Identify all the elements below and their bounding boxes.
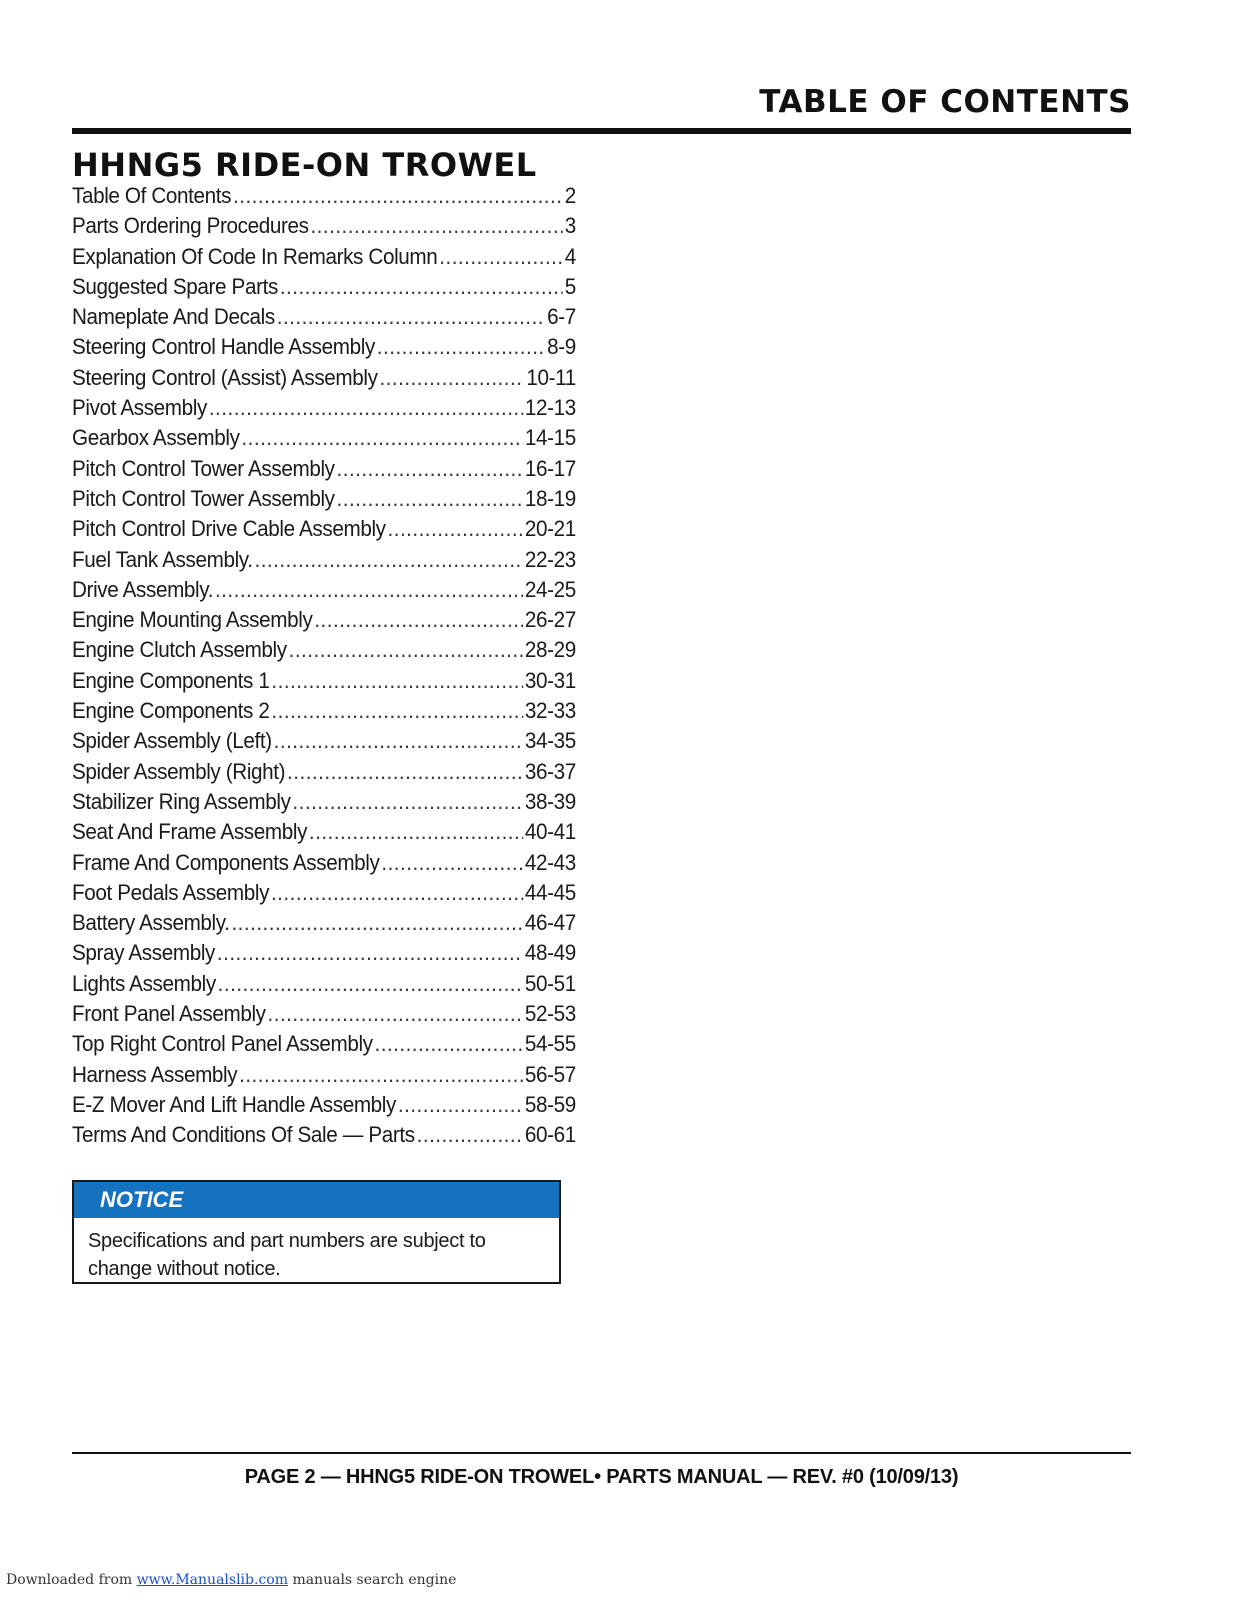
toc-entry-page: 30-31 [524,667,576,693]
toc-leader-dots [310,213,562,239]
toc-entry-page: 48-49 [524,940,576,966]
toc-leader-dots [271,668,523,694]
page-footer: PAGE 2 — HHNG5 RIDE-ON TROWEL• PARTS MANUAL — REV. #0 (10/09/13) [244,1466,959,1488]
toc-entry[interactable] [72,425,576,455]
toc-entry-label: Harness Assembly [72,1061,238,1087]
toc-leader-dots [268,1001,523,1027]
download-source-note [6,1572,456,1588]
toc-entry-page: 24-25 [524,576,576,602]
toc-entry-page: 26-27 [524,607,576,633]
toc-entry-label: Pitch Control Drive Cable Assembly [72,516,386,542]
toc-entry-page: 32-33 [524,698,576,724]
toc-entry[interactable] [72,1092,576,1122]
toc-leader-dots [217,940,523,966]
toc-entry[interactable] [72,456,576,486]
toc-entry-page: 46-47 [524,910,576,936]
toc-entry-page: 10-11 [526,364,576,390]
toc-entry-label: Engine Components 1 [72,667,270,693]
toc-leader-dots [377,334,545,360]
toc-entry-page: 12-13 [524,395,576,421]
toc-entry[interactable] [72,365,576,395]
toc-entry[interactable] [72,244,576,274]
toc-entry-label: Frame And Components Assembly [72,849,380,875]
toc-entry-page: 58-59 [524,1091,576,1117]
toc-entry-label: Pivot Assembly [72,395,207,421]
toc-entry[interactable] [72,577,576,607]
toc-leader-dots [417,1122,523,1148]
download-prefix: Downloaded from [6,1572,133,1588]
manualslib-link[interactable]: www.Manualslib.com [136,1572,288,1588]
toc-leader-dots [381,850,523,876]
toc-leader-dots [233,183,563,209]
toc-leader-dots [292,789,523,815]
toc-leader-dots [231,910,522,936]
toc-leader-dots [274,728,523,754]
toc-entry-label: Gearbox Assembly [72,425,240,451]
toc-entry[interactable] [72,547,576,577]
toc-leader-dots [375,1031,523,1057]
toc-entry-label: Nameplate And Decals [72,304,275,330]
toc-leader-dots [337,456,523,482]
toc-leader-dots [314,607,523,633]
toc-leader-dots [239,1062,523,1088]
toc-leader-dots [209,395,523,421]
toc-entry[interactable] [72,183,576,213]
toc-entry-label: Stabilizer Ring Assembly [72,788,291,814]
toc-entry-page: 18-19 [524,485,576,511]
toc-entry-label: E-Z Mover And Lift Handle Assembly [72,1091,396,1117]
toc-leader-dots [254,547,522,573]
toc-entry-page: 56-57 [524,1061,576,1087]
toc-entry[interactable] [72,274,576,304]
toc-entry-label: Spray Assembly [72,940,216,966]
toc-entry[interactable] [72,1031,576,1061]
toc-entry-page: 36-37 [524,758,576,784]
toc-entry-label: Steering Control Handle Assembly [72,334,375,360]
toc-entry-page: 2 [564,183,576,208]
toc-leader-dots [289,637,523,663]
toc-entry-label: Pitch Control Tower Assembly [72,485,335,511]
toc-entry-page: 60-61 [524,1122,576,1148]
toc-entry-label: Spider Assembly (Right) [72,758,286,784]
toc-entry-label: Top Right Control Panel Assembly [72,1031,373,1057]
toc-leader-dots [271,698,523,724]
toc-entry-label: Terms And Conditions Of Sale — Parts [72,1122,415,1148]
notice-body: Specifications and part numbers are subject to change without notice. [88,1230,486,1280]
toc-leader-dots [218,971,523,997]
toc-entry-page: 28-29 [524,637,576,663]
toc-entry[interactable] [72,668,576,698]
toc-entry-label: Front Panel Assembly [72,1001,266,1027]
toc-entry[interactable] [72,789,576,819]
toc-entry[interactable] [72,1122,576,1152]
toc-entry-label: Engine Mounting Assembly [72,607,313,633]
toc-entry-page: 3 [564,213,576,239]
toc-entry-label: Steering Control (Assist) Assembly [72,364,378,390]
section-header-title: TABLE OF CONTENTS [759,84,1131,120]
toc-entry[interactable] [72,819,576,849]
toc-entry[interactable] [72,728,576,758]
toc-entry-label: Seat And Frame Assembly [72,819,308,845]
document-title: HHNG5 RIDE-ON TROWEL [72,146,537,184]
header-rule [72,128,1131,134]
toc-entry-label: Table Of Contents [72,183,232,208]
toc-entry-page: 54-55 [524,1031,576,1057]
toc-entry-page: 44-45 [524,879,576,905]
toc-entry-label: Parts Ordering Procedures [72,213,309,239]
toc-entry[interactable] [72,1062,576,1092]
toc-entry-label: Fuel Tank Assembly. [72,546,253,572]
toc-entry-page: 4 [564,243,576,269]
toc-entry-page: 8-9 [547,334,576,360]
toc-entry[interactable] [72,486,576,516]
toc-leader-dots [379,365,524,391]
toc-entry-page: 34-35 [524,728,576,754]
toc-entry[interactable] [72,971,576,1001]
toc-leader-dots [277,304,545,330]
toc-leader-dots [287,759,523,785]
toc-entry-page: 50-51 [524,970,576,996]
toc-entry-label: Foot Pedals Assembly [72,879,270,905]
toc-entry-label: Explanation Of Code In Remarks Column [72,243,438,269]
toc-entry-label: Battery Assembly. [72,910,230,936]
toc-entry-label: Engine Components 2 [72,698,270,724]
notice-heading: NOTICE [100,1187,184,1212]
toc-entry[interactable] [72,213,576,243]
toc-leader-dots [388,516,523,542]
toc-entry-page: 22-23 [524,546,576,572]
toc-entry-label: Spider Assembly (Left) [72,728,272,754]
toc-entry[interactable] [72,880,576,910]
toc-entry-label: Drive Assembly. [72,576,214,602]
toc-entry[interactable] [72,607,576,637]
toc-entry[interactable] [72,395,576,425]
toc-entry-page: 14-15 [524,425,576,451]
toc-entry-label: Engine Clutch Assembly [72,637,287,663]
toc-entry-page: 5 [564,273,576,299]
toc-leader-dots [271,880,523,906]
toc-entry[interactable] [72,637,576,667]
table-of-contents [72,183,576,1153]
toc-entry-label: Pitch Control Tower Assembly [72,455,335,481]
toc-leader-dots [398,1092,523,1118]
toc-entry[interactable] [72,1001,576,1031]
toc-entry-page: 40-41 [524,819,576,845]
notice-box [72,1180,561,1284]
toc-entry-page: 16-17 [524,455,576,481]
notice-header [74,1182,559,1218]
toc-entry-page: 42-43 [524,849,576,875]
toc-entry[interactable] [72,698,576,728]
toc-entry[interactable] [72,304,576,334]
toc-entry-page: 20-21 [524,516,576,542]
toc-leader-dots [337,486,523,512]
toc-leader-dots [241,425,523,451]
toc-entry-page: 38-39 [524,788,576,814]
toc-entry-page: 52-53 [524,1001,576,1027]
toc-leader-dots [280,274,563,300]
toc-entry-label: Lights Assembly [72,970,216,996]
footer-rule [72,1452,1131,1454]
toc-leader-dots [309,819,523,845]
toc-entry[interactable] [72,940,576,970]
toc-entry[interactable] [72,910,576,940]
toc-entry[interactable] [72,516,576,546]
toc-entry-label: Suggested Spare Parts [72,273,278,299]
toc-leader-dots [215,577,523,603]
toc-entry-page: 6-7 [547,304,576,330]
download-suffix: manuals search engine [292,1572,457,1588]
toc-entry[interactable] [72,334,576,364]
toc-entry[interactable] [72,759,576,789]
toc-entry[interactable] [72,850,576,880]
toc-leader-dots [439,244,563,270]
